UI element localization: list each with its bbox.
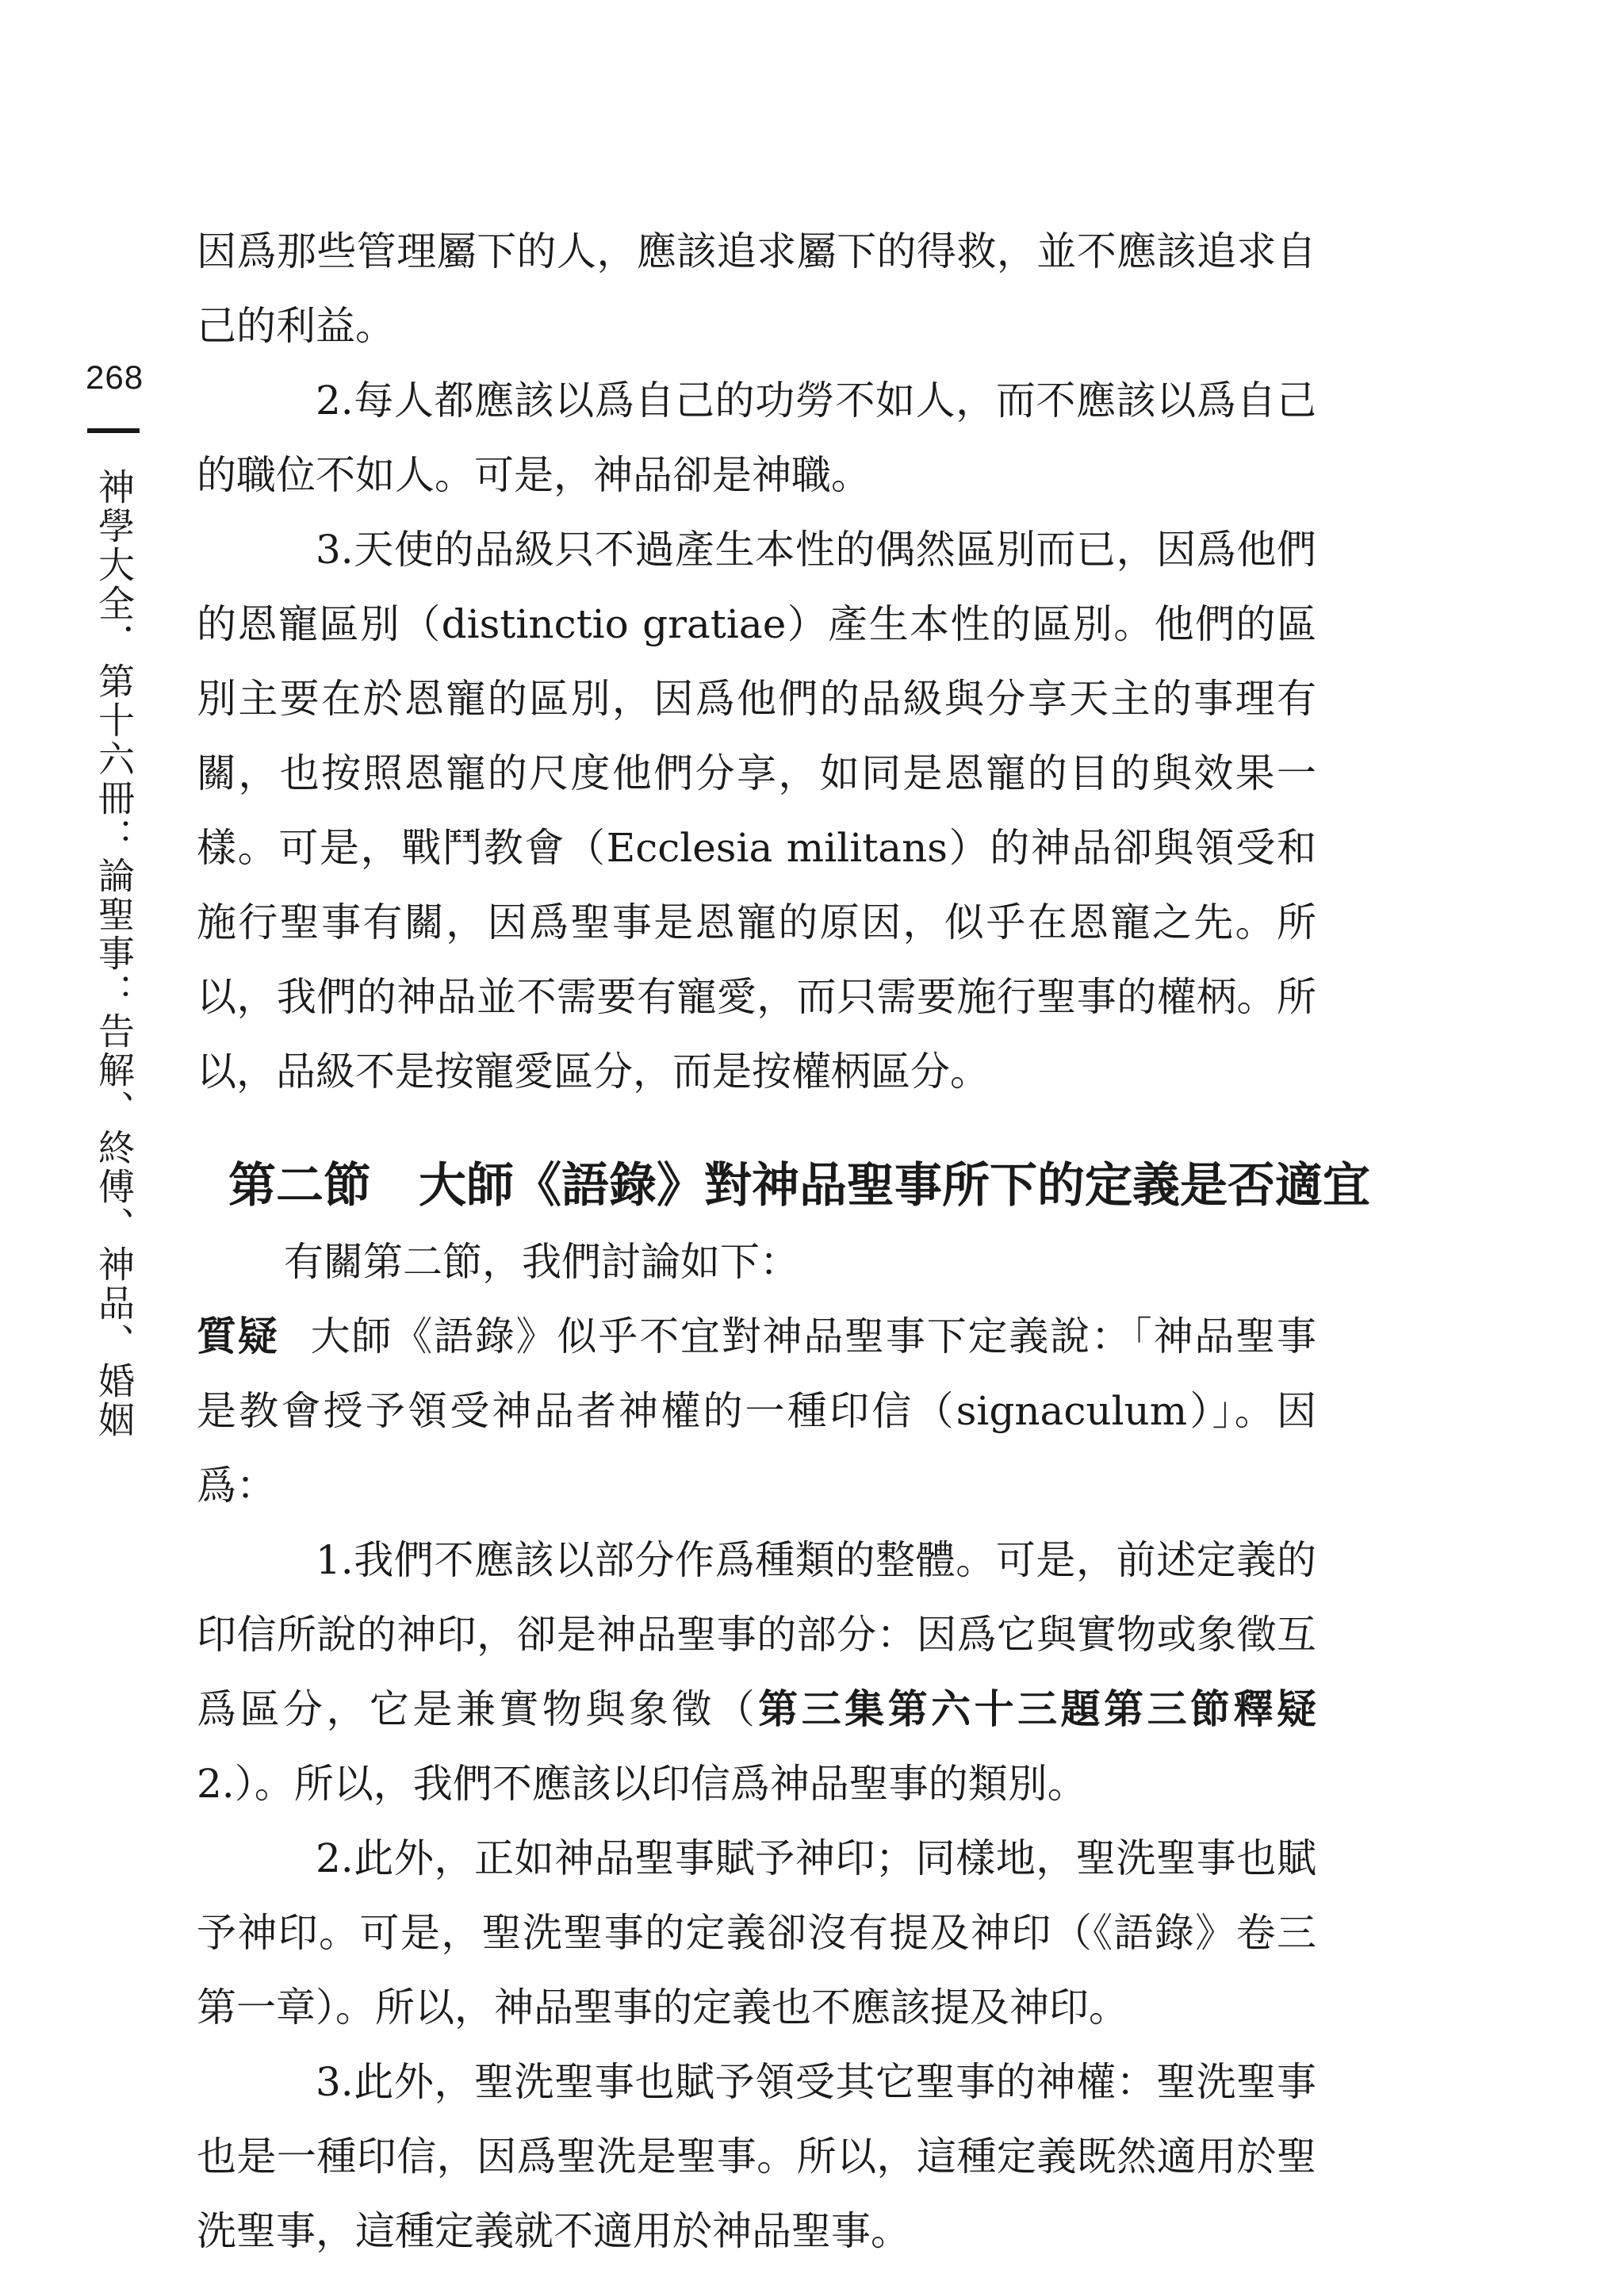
running-head: 神學大全．第十六冊：論聖事：告解、終傅、神品、婚姻 [93, 468, 136, 1440]
cross-reference: 第三集第六十三題第三節釋疑 [758, 1685, 1317, 1732]
objection-text: 大師《語錄》似乎不宜對神品聖事下定義說：「神品聖事是教會授予領受神品者神權的一種印信（signaculum）」。因爲： [197, 1313, 1317, 1509]
objection-point-1-end: 2.）。所以，我們不應該以印信爲神品聖事的類別。 [197, 1761, 1087, 1807]
section-heading: 第二節 大師《語錄》對神品聖事所下的定義是否適宜 [228, 1158, 1370, 1214]
objection-point-3: 3.此外，聖洗聖事也賦予領受其它聖事的神權：聖洗聖事也是一種印信，因爲聖洗是聖事。所以，這種定義既然適用於聖洗聖事，這種定義就不適用於神品聖事。 [197, 2059, 1316, 2254]
paragraph-point-2: 2.每人都應該以爲自己的功勞不如人，而不應該以爲自己的職位不如人。可是，神品卻是神職。 [197, 378, 1316, 498]
objection-point-2: 2.此外，正如神品聖事賦予神印；同樣地，聖洗聖事也賦予神印。可是，聖洗聖事的定義卻沒有提及神印（《語錄》卷三第一章）。所以，神品聖事的定義也不應該提及神印。 [197, 1835, 1316, 2030]
page-number: 268 [86, 359, 144, 396]
objection-point-1 [197, 1523, 1316, 1821]
paragraph-point-3: 3.天使的品級只不過產生本性的偶然區別而已，因爲他們的恩寵區別（distinctio gratiae）產生本性的區別。他們的區別主要在於恩寵的區別，因爲他們的品級與分享天主的事理有關，也按照恩寵的尺度他們分享，如同是恩寵的目的與效果一樣。可是，戰鬥教會（Ecclesia militans）的神品卻與領受和施行聖事有關，因爲聖事是恩寵的原因，似乎在恩寵之先。所以，我們的神品並不需要有寵愛，而只需要施行聖事的權柄。所以，品級不是按寵愛區分，而是按權柄區分。 [197, 527, 1316, 1095]
section-intro: 有關第二節，我們討論如下： [284, 1239, 799, 1285]
margin-rule [87, 428, 140, 433]
text-body [197, 214, 1370, 2268]
objection-point-1-text: 1.我們不應該以部分作爲種類的整體。可是，前述定義的印信所說的神印，卻是神品聖事的部分：因爲它與實物或象徵互爲區分，它是兼實物與象徵（ [197, 1537, 1316, 1732]
objection-label: 質疑 [197, 1313, 279, 1359]
objection-paragraph [197, 1299, 1316, 1523]
paragraph-continuation: 因爲那些管理屬下的人，應該追求屬下的得救，並不應該追求自己的利益。 [197, 228, 1316, 349]
